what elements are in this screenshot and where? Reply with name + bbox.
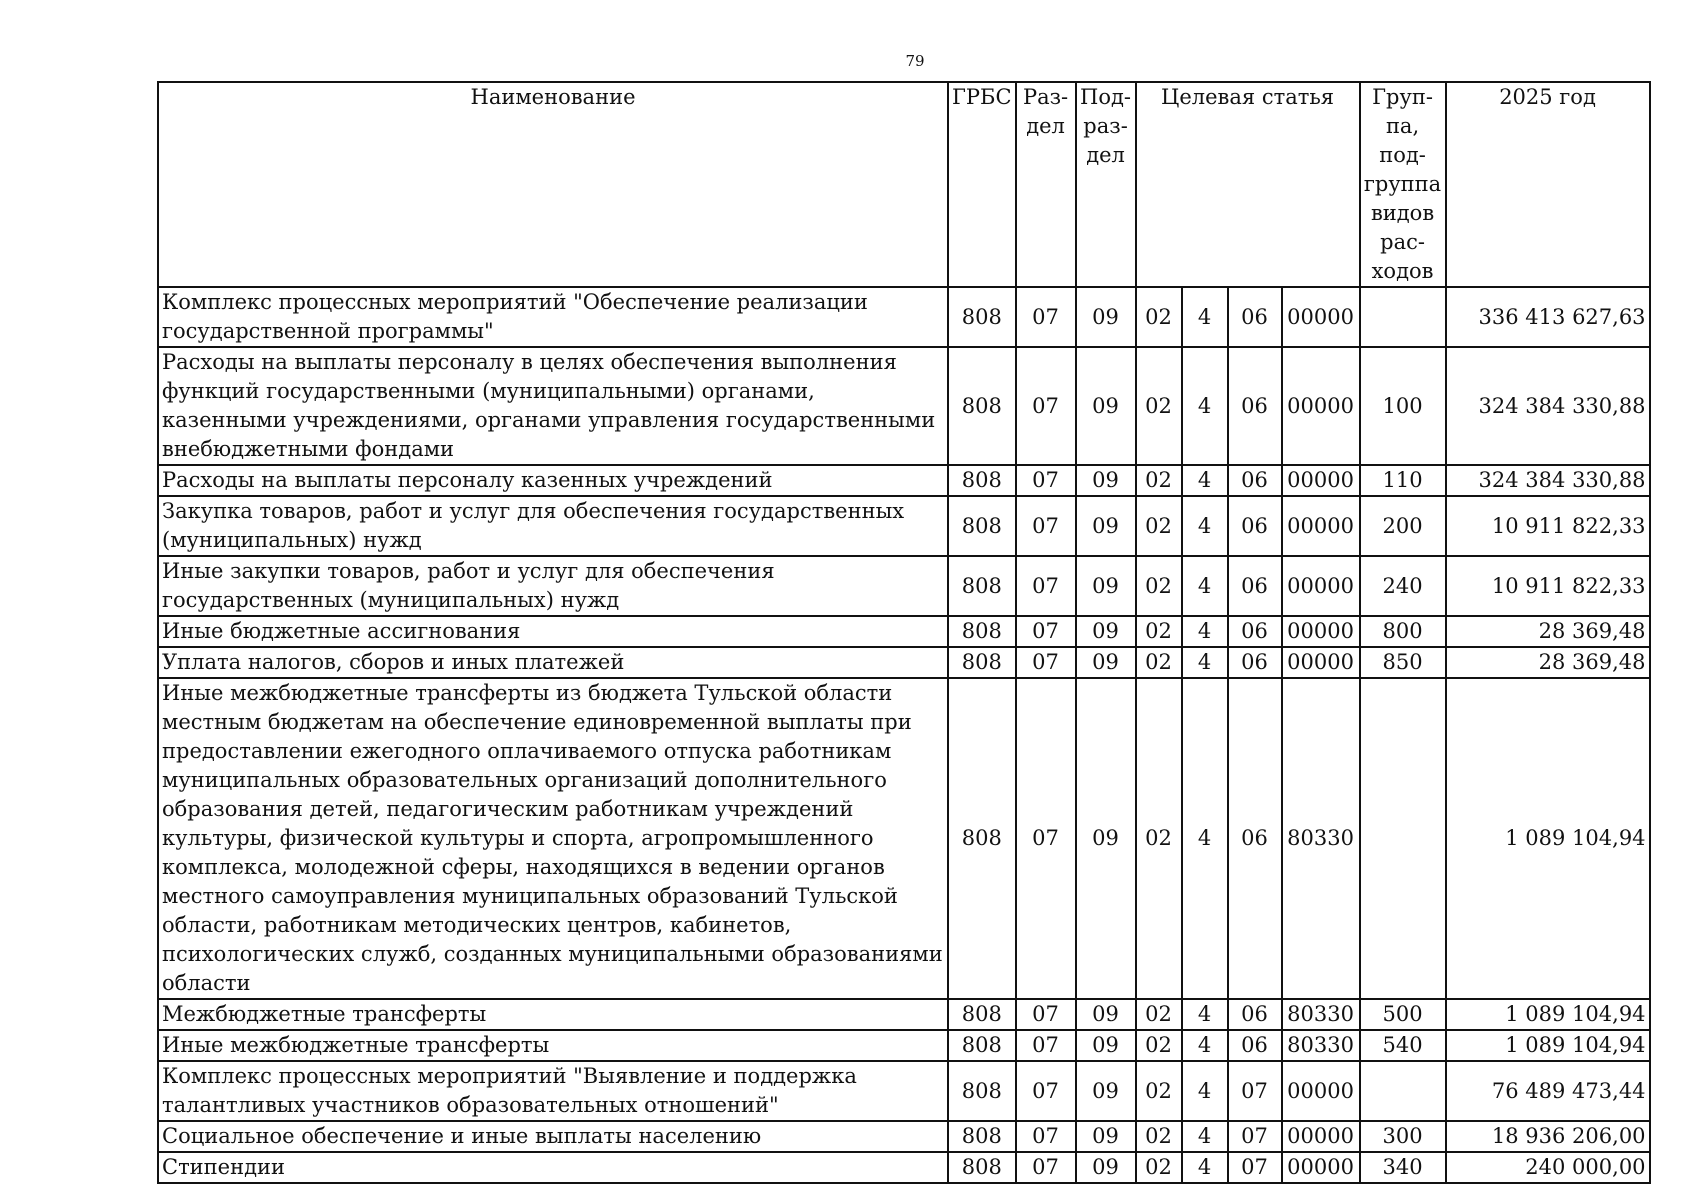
row-target-program: 02 [1136, 1121, 1182, 1152]
row-target-type: 4 [1182, 556, 1228, 616]
row-subsection: 09 [1076, 465, 1136, 496]
row-target-element: 06 [1228, 347, 1282, 465]
row-target-type: 4 [1182, 647, 1228, 678]
row-grbs: 808 [948, 465, 1016, 496]
row-name: Иные межбюджетные трансферты из бюджета Тульской области местным бюджетам на обеспечение единовременной выплаты при предоставлении ежегодного оплачиваемого отпуска работникам муниципальных образовательных организаций дополнительного образования детей, педагогическим работникам учреждений культуры, физической культуры и спорта, агропромышленного комплекса, молодежной сферы, находящихся в ведении органов местного самоуправления муниципальных образований Тульской области, работникам методических центров, кабинетов, психологических служб, созданных муниципальными образованиями области [158, 678, 948, 999]
row-name: Закупка товаров, работ и услуг для обеспечения государственных (муниципальных) нужд [158, 496, 948, 556]
table-row [158, 465, 1650, 496]
row-grbs: 808 [948, 616, 1016, 647]
row-grbs: 808 [948, 647, 1016, 678]
row-target-program: 02 [1136, 347, 1182, 465]
row-target-type: 4 [1182, 287, 1228, 347]
row-target-element: 07 [1228, 1121, 1282, 1152]
row-target-direction: 80330 [1282, 1030, 1360, 1061]
row-name: Уплата налогов, сборов и иных платежей [158, 647, 948, 678]
row-section: 07 [1016, 465, 1076, 496]
row-amount: 18 936 206,00 [1446, 1121, 1650, 1152]
row-grbs: 808 [948, 1121, 1016, 1152]
row-subsection: 09 [1076, 647, 1136, 678]
row-amount: 28 369,48 [1446, 616, 1650, 647]
row-expense-group: 100 [1360, 347, 1446, 465]
header-year: 2025 год [1446, 82, 1650, 287]
row-target-program: 02 [1136, 678, 1182, 999]
header-name: Наименование [158, 82, 948, 287]
budget-table [157, 81, 1651, 1184]
row-name: Стипендии [158, 1152, 948, 1183]
row-name: Межбюджетные трансферты [158, 999, 948, 1030]
row-expense-group [1360, 678, 1446, 999]
header-target: Целевая статья [1136, 82, 1360, 287]
row-amount: 336 413 627,63 [1446, 287, 1650, 347]
header-section: Раз- дел [1016, 82, 1076, 287]
row-target-element: 07 [1228, 1061, 1282, 1121]
row-target-element: 06 [1228, 496, 1282, 556]
row-amount: 10 911 822,33 [1446, 556, 1650, 616]
row-target-element: 06 [1228, 465, 1282, 496]
row-expense-group: 540 [1360, 1030, 1446, 1061]
row-target-type: 4 [1182, 496, 1228, 556]
row-expense-group: 110 [1360, 465, 1446, 496]
row-grbs: 808 [948, 999, 1016, 1030]
row-target-program: 02 [1136, 999, 1182, 1030]
table-row [158, 1030, 1650, 1061]
row-target-element: 06 [1228, 1030, 1282, 1061]
row-amount: 240 000,00 [1446, 1152, 1650, 1183]
row-name: Иные межбюджетные трансферты [158, 1030, 948, 1061]
row-name: Комплекс процессных мероприятий "Выявление и поддержка талантливых участников образовательных отношений" [158, 1061, 948, 1121]
header-grbs: ГРБС [948, 82, 1016, 287]
table-row [158, 1121, 1650, 1152]
row-target-element: 06 [1228, 287, 1282, 347]
row-target-direction: 00000 [1282, 496, 1360, 556]
table-row [158, 1152, 1650, 1183]
row-name: Социальное обеспечение и иные выплаты населению [158, 1121, 948, 1152]
row-subsection: 09 [1076, 1121, 1136, 1152]
row-grbs: 808 [948, 678, 1016, 999]
table-row [158, 496, 1650, 556]
row-target-direction: 00000 [1282, 347, 1360, 465]
row-subsection: 09 [1076, 496, 1136, 556]
row-amount: 76 489 473,44 [1446, 1061, 1650, 1121]
row-section: 07 [1016, 999, 1076, 1030]
table-row [158, 647, 1650, 678]
row-expense-group: 800 [1360, 616, 1446, 647]
row-expense-group: 240 [1360, 556, 1446, 616]
row-section: 07 [1016, 1061, 1076, 1121]
row-amount: 28 369,48 [1446, 647, 1650, 678]
row-amount: 1 089 104,94 [1446, 678, 1650, 999]
table-row [158, 1061, 1650, 1121]
row-name: Иные закупки товаров, работ и услуг для обеспечения государственных (муниципальных) нужд [158, 556, 948, 616]
row-name: Комплекс процессных мероприятий "Обеспечение реализации государственной программы" [158, 287, 948, 347]
row-subsection: 09 [1076, 999, 1136, 1030]
row-target-type: 4 [1182, 347, 1228, 465]
row-target-element: 06 [1228, 556, 1282, 616]
row-grbs: 808 [948, 556, 1016, 616]
row-expense-group: 500 [1360, 999, 1446, 1030]
row-expense-group: 300 [1360, 1121, 1446, 1152]
row-grbs: 808 [948, 496, 1016, 556]
row-expense-group [1360, 287, 1446, 347]
row-target-type: 4 [1182, 678, 1228, 999]
row-subsection: 09 [1076, 556, 1136, 616]
header-subsection: Под- раз- дел [1076, 82, 1136, 287]
row-target-direction: 00000 [1282, 647, 1360, 678]
row-amount: 10 911 822,33 [1446, 496, 1650, 556]
row-expense-group: 340 [1360, 1152, 1446, 1183]
row-expense-group: 850 [1360, 647, 1446, 678]
row-subsection: 09 [1076, 347, 1136, 465]
row-amount: 324 384 330,88 [1446, 347, 1650, 465]
row-grbs: 808 [948, 287, 1016, 347]
table-row [158, 556, 1650, 616]
row-target-type: 4 [1182, 616, 1228, 647]
row-target-element: 06 [1228, 616, 1282, 647]
row-grbs: 808 [948, 1152, 1016, 1183]
row-target-program: 02 [1136, 496, 1182, 556]
header-group: Груп- па, под- группа видов рас- ходов [1360, 82, 1446, 287]
table-row [158, 999, 1650, 1030]
row-target-program: 02 [1136, 1152, 1182, 1183]
row-expense-group [1360, 1061, 1446, 1121]
row-target-direction: 00000 [1282, 556, 1360, 616]
row-target-type: 4 [1182, 1152, 1228, 1183]
row-subsection: 09 [1076, 678, 1136, 999]
row-amount: 324 384 330,88 [1446, 465, 1650, 496]
header-row [158, 82, 1650, 287]
row-target-element: 06 [1228, 999, 1282, 1030]
row-section: 07 [1016, 647, 1076, 678]
row-target-direction: 00000 [1282, 1121, 1360, 1152]
row-target-type: 4 [1182, 1121, 1228, 1152]
row-target-program: 02 [1136, 1061, 1182, 1121]
row-subsection: 09 [1076, 1152, 1136, 1183]
row-section: 07 [1016, 1030, 1076, 1061]
row-target-type: 4 [1182, 1061, 1228, 1121]
row-target-element: 06 [1228, 647, 1282, 678]
table-row [158, 347, 1650, 465]
table-body [158, 287, 1650, 1183]
row-subsection: 09 [1076, 287, 1136, 347]
row-target-type: 4 [1182, 465, 1228, 496]
row-name: Расходы на выплаты персоналу в целях обеспечения выполнения функций государственными (муниципальными) органами, казенными учреждениями, органами управления государственными внебюджетными фондами [158, 347, 948, 465]
page-number: 79 [905, 52, 925, 70]
row-target-element: 06 [1228, 678, 1282, 999]
row-subsection: 09 [1076, 616, 1136, 647]
table-row [158, 287, 1650, 347]
row-section: 07 [1016, 287, 1076, 347]
row-section: 07 [1016, 678, 1076, 999]
row-target-direction: 00000 [1282, 1152, 1360, 1183]
row-target-direction: 00000 [1282, 616, 1360, 647]
row-grbs: 808 [948, 1030, 1016, 1061]
table-row [158, 678, 1650, 999]
row-target-program: 02 [1136, 287, 1182, 347]
row-target-type: 4 [1182, 999, 1228, 1030]
row-name: Расходы на выплаты персоналу казенных учреждений [158, 465, 948, 496]
row-subsection: 09 [1076, 1061, 1136, 1121]
row-target-program: 02 [1136, 556, 1182, 616]
row-target-program: 02 [1136, 465, 1182, 496]
row-target-direction: 00000 [1282, 287, 1360, 347]
row-target-direction: 00000 [1282, 1061, 1360, 1121]
row-grbs: 808 [948, 1061, 1016, 1121]
row-name: Иные бюджетные ассигнования [158, 616, 948, 647]
row-subsection: 09 [1076, 1030, 1136, 1061]
row-amount: 1 089 104,94 [1446, 999, 1650, 1030]
row-target-type: 4 [1182, 1030, 1228, 1061]
row-expense-group: 200 [1360, 496, 1446, 556]
row-target-program: 02 [1136, 1030, 1182, 1061]
row-section: 07 [1016, 496, 1076, 556]
row-section: 07 [1016, 347, 1076, 465]
row-target-program: 02 [1136, 647, 1182, 678]
row-target-program: 02 [1136, 616, 1182, 647]
row-target-direction: 00000 [1282, 465, 1360, 496]
row-section: 07 [1016, 1121, 1076, 1152]
row-target-direction: 80330 [1282, 678, 1360, 999]
row-grbs: 808 [948, 347, 1016, 465]
row-target-element: 07 [1228, 1152, 1282, 1183]
row-target-direction: 80330 [1282, 999, 1360, 1030]
row-section: 07 [1016, 556, 1076, 616]
row-section: 07 [1016, 1152, 1076, 1183]
row-amount: 1 089 104,94 [1446, 1030, 1650, 1061]
row-section: 07 [1016, 616, 1076, 647]
table-row [158, 616, 1650, 647]
